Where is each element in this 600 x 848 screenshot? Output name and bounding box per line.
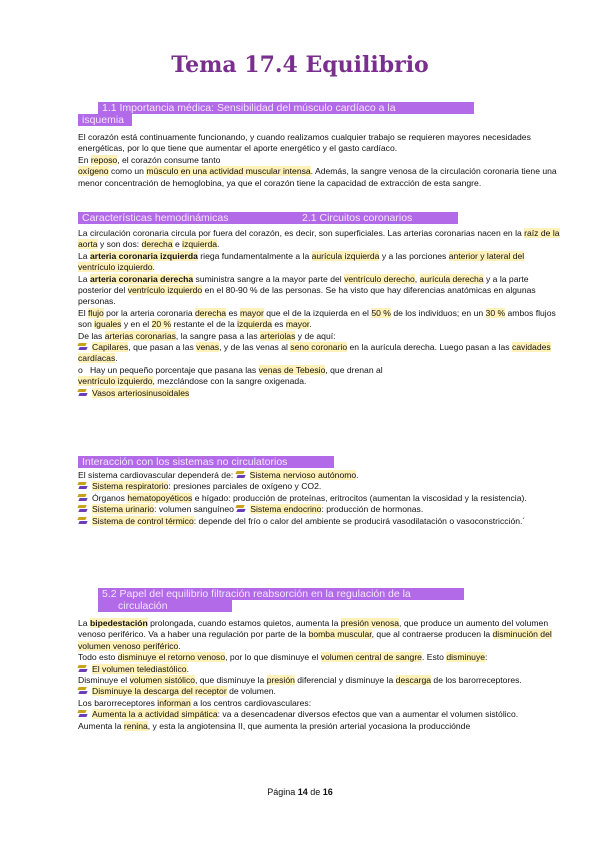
footer-current-page: 14 [297,787,308,797]
section-equilibrio-body [78,618,560,732]
bullet-icon [78,494,88,502]
paragraph: Aumenta la renina, y esta la angiotensina II, que aumenta la presión arterial yocasiona la produccióndе [78,720,471,731]
paragraph: En reposo, el corazón consume tanto [78,154,221,165]
section-heading-importancia-cont: isquemia [78,114,132,126]
bullet-icon [78,482,88,490]
paragraph: La arteria coronaria izquierda riega fundamentalmente a la aurícula izquierda y a las porciones anterior y lateral del ventrículo izquierdo. [78,250,525,273]
page-title: Tema 17.4 Equilibrio [171,52,429,78]
bullet-icon [78,517,88,525]
bullet-icon [236,505,246,513]
bullet-icon [78,389,88,397]
list-item: El volumen telediastólico. [78,664,560,675]
list-item: o Hay un pequeño porcentaje que pasana las venas de Tebesio, que drenan al ventrículo izquierdo, mezclándose con la sangre oxigenada. [78,364,383,387]
paragraph: De las arterias coronarias, la sangre pasa a las arteriolas y de aquí: [78,330,336,341]
section-heading-equilibrio-cont: circulación [98,600,232,612]
section-heading-equilibrio: 5.2 Papel del equilibrio filtración reabsorción en la regulación de la [98,588,464,600]
paragraph: El flujo por la arteria coronaria derecha es mayor que el de la izquierda en el 50 % de los individuos; en un 30 % ambos flujos son iguales y en el 20 % restante el de la izquierda es mayor. [78,307,556,330]
bullet-icon [236,471,246,479]
section-heading-hemodinamicas: Características hemodinámicas [78,212,300,224]
list-item: Aumenta la a actividad simpática: va a desencadenar diversos efectos que van a aumentar el volumen sistólico. [78,709,560,720]
circle-bullet: o [78,364,83,375]
paragraph: La bipedestación prolongada, cuando estamos quietos, aumenta la presión venosa, que produce un aumento del volumen venoso periférico. Va a haber una regulación por parte de la bomba muscular, que al contraerse producen la disminución del volumen venoso periférico. [78,618,552,651]
list-item: Sistema respiratorio: presiones parciales de oxígeno y CO2. [78,481,560,492]
section-heading-interaccion: Interacción con los sistemas no circulatorios [78,456,334,468]
list-item: Órganos hematopoyéticos e hígado: producción de proteínas, eritrocitos (aumentan la viscosidad y la resistencia). [78,493,560,504]
paragraph: oxígeno como un músculo en una actividad muscular intensa. Además, la sangre venosa de la circulación coronaria tiene una menor concentración de hemoglobina, ya que el corazón tiene la capacidad de extracción de esta sangre. [78,166,557,188]
paragraph: Los barorreceptores informan a los centros cardiovasculares: [78,697,312,708]
list-item: Vasos arteriosinusoidales [78,388,560,399]
paragraph: El corazón está continuamente funcionando, y cuando realizamos cualquier trabajo se requieren mayores necesidades energéticas, por lo que tiene que aumentar el aporte energético y el gasto cardíaco. [78,132,531,154]
section-circuitos-body [78,228,560,399]
footer-total-pages: 16 [322,787,333,797]
paragraph: El sistema cardiovascular dependerá de: Sistema nervioso autónomo. [78,470,359,480]
paragraph: La circulación coronaria circula por fuera del corazón, es decir, son superficiales. Las arterias coronarias nacen en la raíz de la aorta y son dos: derecha e izquierda. [78,228,560,250]
page-footer [0,787,600,797]
paragraph: La arteria coronaria derecha suministra sangre a la mayor parte del ventrículo derecho, aurícula derecha y a la parte posterior del ventrículo izquierdo en el 80-90 % de las personas. Se ha visto que hay diferencias anatómicas en algunas personas. [78,273,536,307]
section-interaccion-body [78,470,560,527]
list-item: Capilares, que pasan a las venas, y de las venas al seno coronario en la aurícula derecha. Luego pasan a las cavidades cardíacas. [78,342,551,364]
bullet-icon [78,505,88,513]
list-item: Disminuye la descarga del receptor de volumen. [78,686,560,697]
paragraph: Disminuye el volumen sistólico, que disminuye la presión diferencial y disminuye la descarga de los barorreceptores. [78,675,522,686]
list-item: Sistema de control térmico: depende del frío o calor del ambiente se producirá vasodilatación o vasoconstricción.´ [78,516,560,527]
footer-label: Página [267,787,296,797]
footer-of: de [310,787,321,797]
bullet-icon [78,343,88,351]
bullet-icon [78,665,88,673]
paragraph: Todo esto disminuye el retorno venoso, por lo que disminuye el volumen central de sangre. Esto disminuye: [78,652,488,663]
section-heading-importancia: 1.1 Importancia médica: Sensibilidad del músculo cardíaco a la [98,102,474,114]
bullet-icon [78,710,88,718]
list-item: Sistema urinario: volumen sanguíneo Sistema endocrino: producción de hormonas. [78,504,560,515]
bullet-icon [78,687,88,695]
section-heading-circuitos: 2.1 Circuitos coronarios [298,212,458,224]
section-importancia-body [78,132,560,189]
